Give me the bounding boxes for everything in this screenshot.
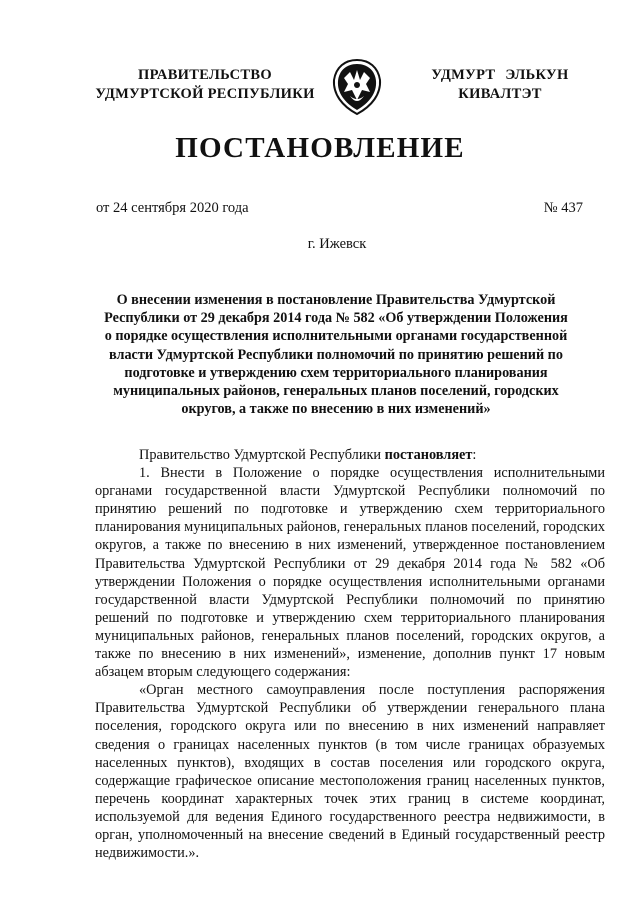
document-number: № 437 — [543, 200, 583, 216]
government-name-udmurt — [420, 66, 580, 104]
government-name-russian — [86, 66, 324, 104]
document-body — [95, 446, 605, 862]
intro-bold-word: постановляет — [384, 447, 473, 463]
government-name-line2: УДМУРТСКОЙ РЕСПУБЛИКИ — [95, 86, 315, 102]
coat-of-arms-icon — [330, 58, 384, 116]
intro-paragraph — [95, 446, 605, 464]
government-name-udmurt-line2: КИВАЛТЭТ — [458, 86, 542, 102]
paragraph-2: «Орган местного самоуправления после поступления распоряжения Правительства Удмуртской Республики об утверждении генерального плана поселения, городского округа или по внесению в них изменений направляет сведения о границах населенных пунктов (в том числе границах образуемых населенных пунктов), входящих в состав поселения или городского округа, содержащие графическое описание местоположения границ населенных пунктов, перечень координат характерных точек этих границ в системе координат, используемой для ведения Единого государственного реестра недвижимости, в орган, уполномоченный на внесение сведений в Единый государственный реестр недвижимости.». — [95, 682, 605, 862]
document-subject: О внесении изменения в постановление Правительства Удмуртской Республики от 29 декабря 2014 года № 582 «Об утверждении Положения о порядке осуществления исполнительными органами государственной власти Удмуртской Республики полномочий по принятию решений по подготовке и утверждению схем территориального планирования муниципальных районов, генеральных планов поселений, городских округов, а также по внесению в них изменений» — [104, 292, 568, 418]
government-name-udmurt-line1: УДМУРТ ЭЛЬКУН — [431, 67, 569, 83]
document-date: от 24 сентября 2020 года — [96, 200, 249, 216]
document-city: г. Ижевск — [307, 236, 367, 252]
intro-colon: : — [472, 447, 477, 463]
document-title: ПОСТАНОВЛЕНИЕ — [175, 132, 465, 164]
paragraph-1: 1. Внести в Положение о порядке осуществления исполнительными органами государственной власти Удмуртской Республики полномочий по принятию решений по подготовке и утверждению схем территориального планирования муниципальных районов, генеральных планов поселений, городских округов, а также по внесению в них изменений, утвержденное постановлением Правительства Удмуртской Республики от 29 декабря 2014 года № 582 «Об утверждении Положения о порядке осуществления исполнительными органами государственной власти Удмуртской Республики полномочий по принятию решений по подготовке и утверждению схем территориального планирования муниципальных районов, генеральных планов поселений, городских округов, а также по внесению в них изменений», изменение, дополнив пункт 17 новым абзацем вторым следующего содержания: — [95, 465, 605, 681]
intro-text: Правительство Удмуртской Республики — [139, 447, 385, 463]
government-name-line1: ПРАВИТЕЛЬСТВО — [138, 67, 272, 83]
